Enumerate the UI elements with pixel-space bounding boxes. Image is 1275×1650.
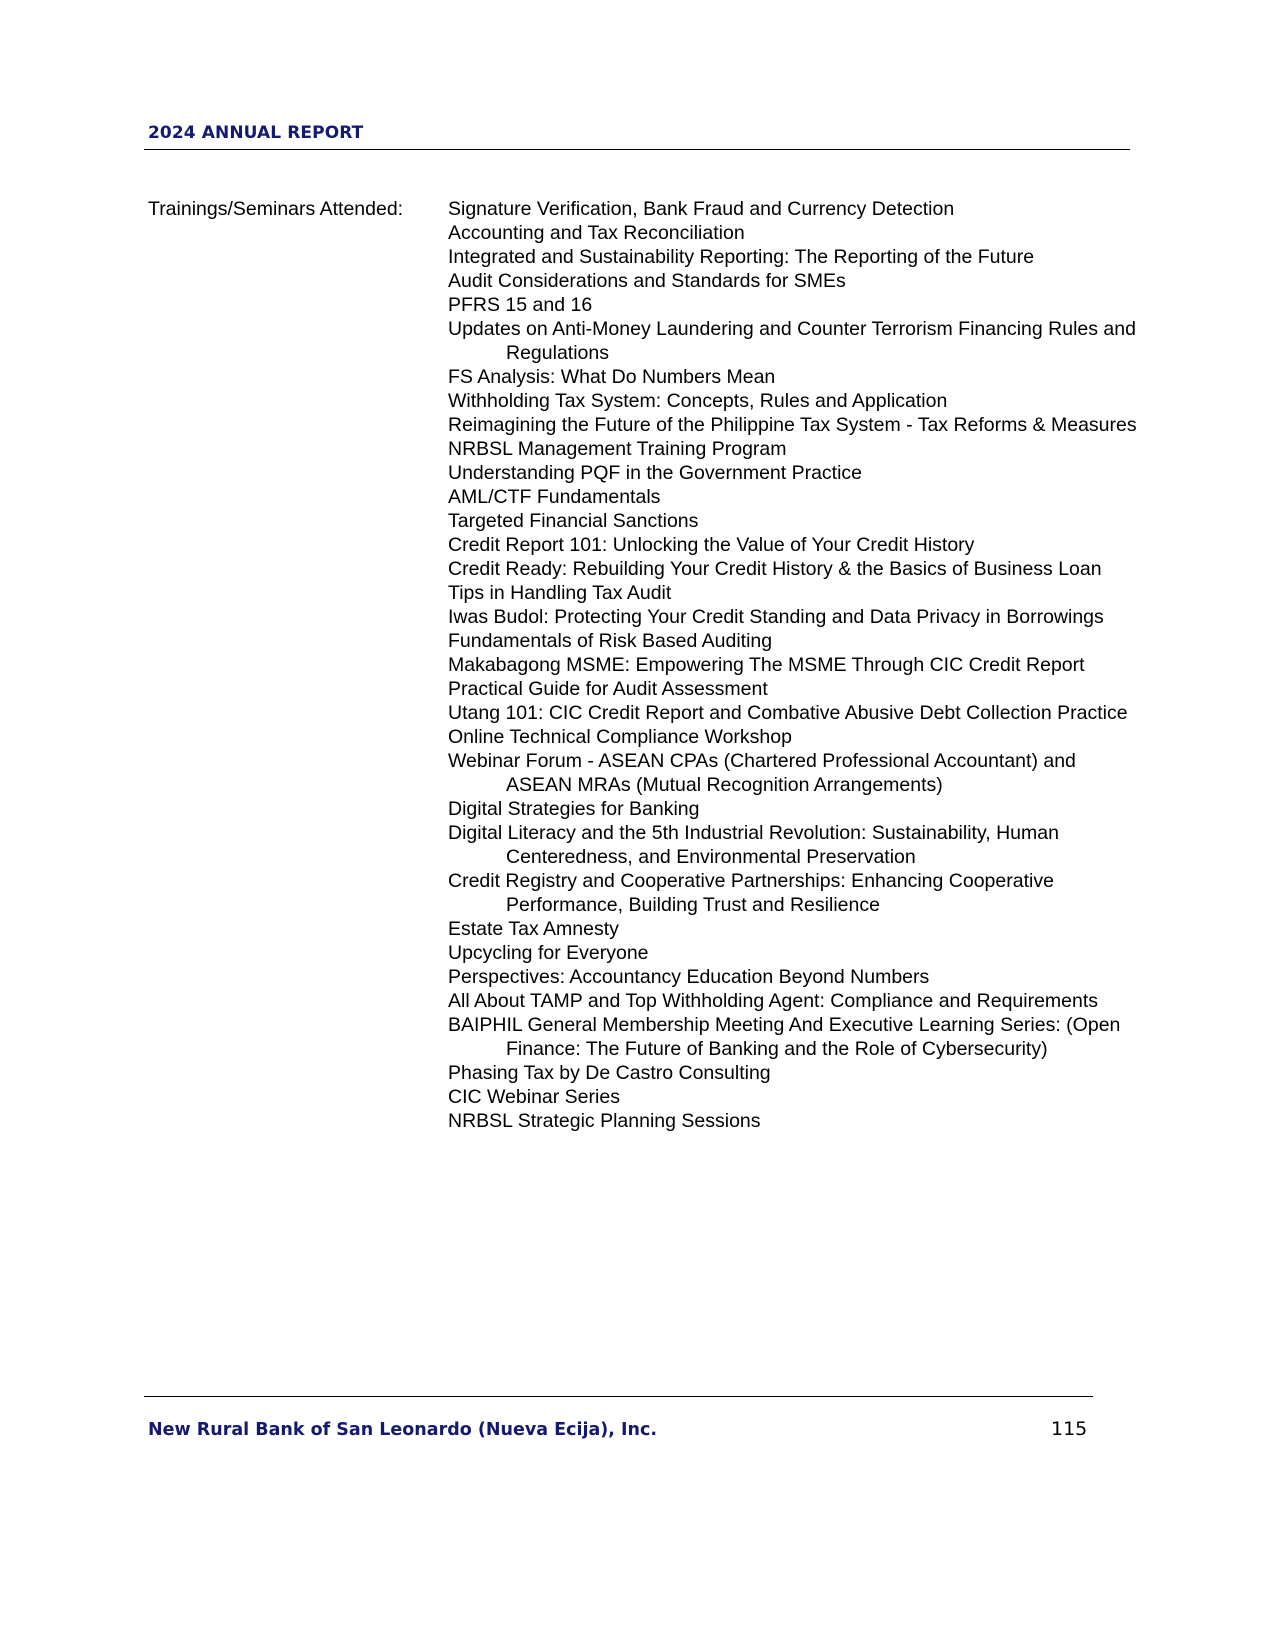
training-item: Digital Strategies for Banking (448, 798, 700, 820)
training-item: Makabagong MSME: Empowering The MSME Through CIC Credit Report (448, 654, 1085, 676)
training-item: All About TAMP and Top Withholding Agent: Compliance and Requirements (448, 990, 1099, 1012)
training-item: Practical Guide for Audit Assessment (448, 678, 768, 700)
training-item: Fundamentals of Risk Based Auditing (448, 630, 773, 652)
training-item: Webinar Forum - ASEAN CPAs (Chartered Professional Accountant) and ASEAN MRAs (Mutual Recognition Arrangements) (448, 750, 1076, 796)
training-item: AML/CTF Fundamentals (448, 486, 661, 508)
training-item: Credit Ready: Rebuilding Your Credit History & the Basics of Business Loan (448, 558, 1102, 580)
trainings-list (448, 197, 1138, 1133)
training-item: Upcycling for Everyone (448, 942, 649, 964)
training-item: Updates on Anti-Money Laundering and Counter Terrorism Financing Rules and Regulations (448, 318, 1136, 364)
training-item: Tips in Handling Tax Audit (448, 582, 672, 604)
training-item: Phasing Tax by De Castro Consulting (448, 1062, 771, 1084)
training-item: Credit Report 101: Unlocking the Value of Your Credit History (448, 534, 975, 556)
training-item: CIC Webinar Series (448, 1086, 620, 1108)
training-item: Reimagining the Future of the Philippine Tax System - Tax Reforms & Measures (448, 414, 1137, 436)
training-item: Signature Verification, Bank Fraud and Currency Detection (448, 198, 955, 220)
training-item: Online Technical Compliance Workshop (448, 726, 792, 748)
footer-divider (144, 1396, 1093, 1397)
training-item: Integrated and Sustainability Reporting: The Reporting of the Future (448, 246, 1035, 268)
training-item: Understanding PQF in the Government Practice (448, 462, 863, 484)
training-item: Estate Tax Amnesty (448, 918, 619, 940)
training-item: Digital Literacy and the 5th Industrial Revolution: Sustainability, Human Centeredness, and Environmental Preservation (448, 822, 1059, 868)
training-item: Audit Considerations and Standards for SMEs (448, 270, 846, 292)
page-number: 115 (1051, 1418, 1088, 1440)
training-item: Accounting and Tax Reconciliation (448, 222, 745, 244)
training-item: NRBSL Strategic Planning Sessions (448, 1110, 761, 1132)
report-header-title: 2024 ANNUAL REPORT (148, 123, 364, 143)
training-item: NRBSL Management Training Program (448, 438, 787, 460)
training-item: Withholding Tax System: Concepts, Rules and Application (448, 390, 948, 412)
training-item: Perspectives: Accountancy Education Beyond Numbers (448, 966, 930, 988)
training-item: PFRS 15 and 16 (448, 294, 593, 316)
training-item: FS Analysis: What Do Numbers Mean (448, 366, 776, 388)
header-divider (144, 149, 1130, 150)
training-item: Credit Registry and Cooperative Partnerships: Enhancing Cooperative Performance, Building Trust and Resilience (448, 870, 1054, 916)
training-item: Iwas Budol: Protecting Your Credit Standing and Data Privacy in Borrowings (448, 606, 1104, 628)
training-item: Targeted Financial Sanctions (448, 510, 699, 532)
footer-bank-name: New Rural Bank of San Leonardo (Nueva Ecija), Inc. (148, 1420, 657, 1440)
training-item: Utang 101: CIC Credit Report and Combative Abusive Debt Collection Practice (448, 702, 1128, 724)
training-item: BAIPHIL General Membership Meeting And Executive Learning Series: (Open Finance: The Future of Banking and the Role of Cybersecurity) (448, 1014, 1121, 1060)
trainings-label: Trainings/Seminars Attended: (148, 198, 404, 220)
